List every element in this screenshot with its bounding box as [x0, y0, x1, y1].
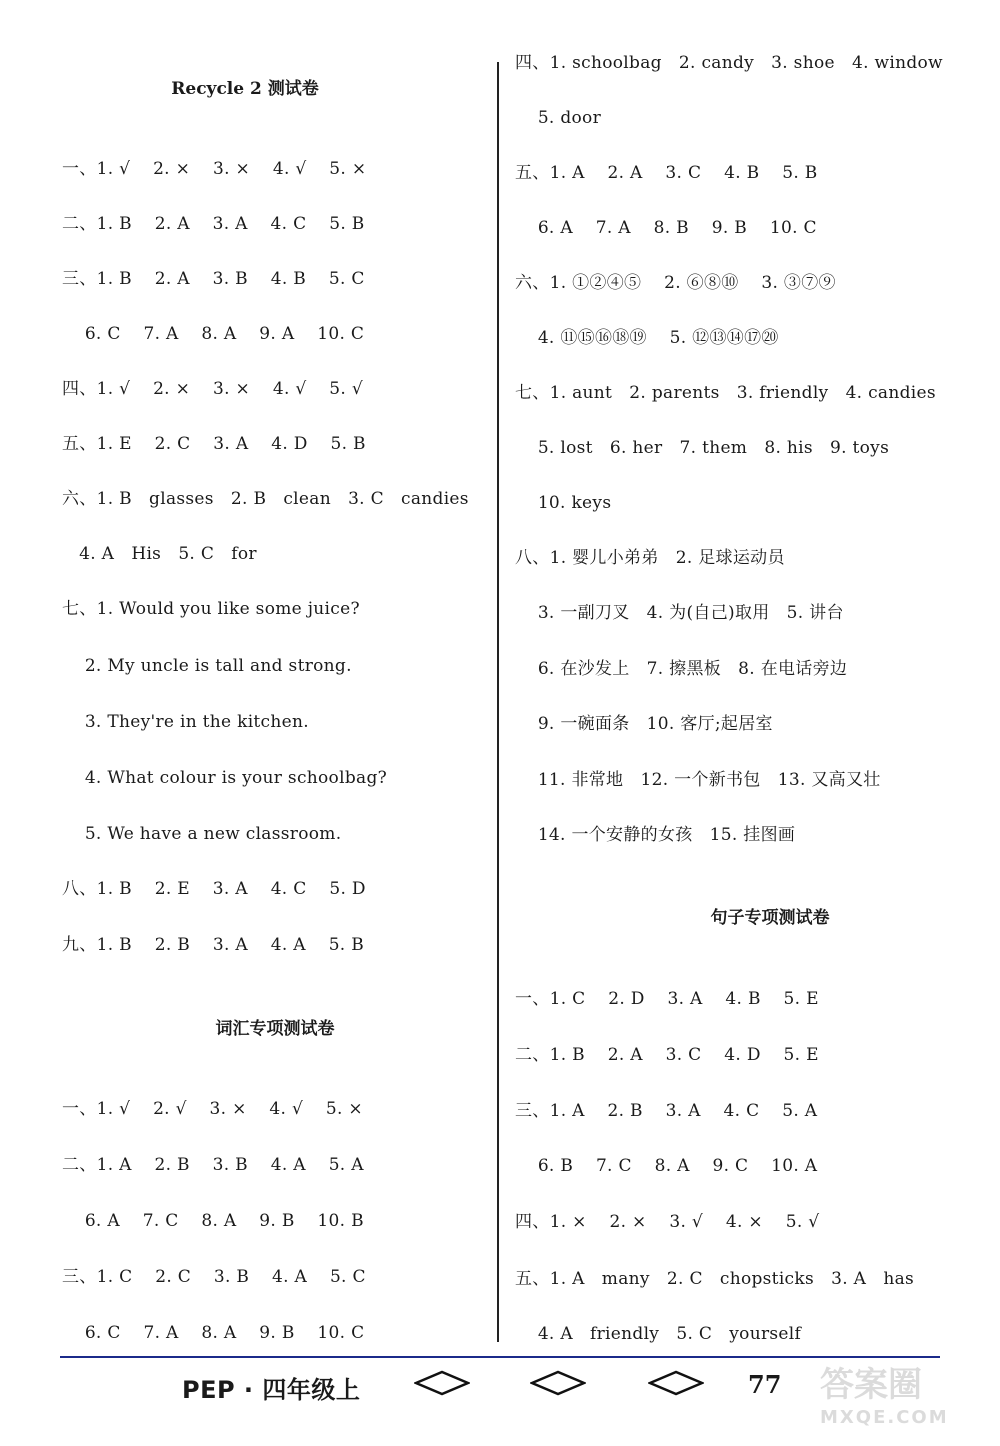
answer-line: 四、1. √ 2. × 3. × 4. √ 5. √ [62, 379, 363, 399]
answer-line: 3. 一副刀叉 4. 为(自己)取用 5. 讲台 [515, 603, 844, 623]
answer-line: 一、1. √ 2. × 3. × 4. √ 5. × [62, 159, 367, 179]
answer-line: 六、1. ①②④⑤ 2. ⑥⑧⑩ 3. ③⑦⑨ [515, 273, 836, 293]
answer-line: 二、1. B 2. A 3. A 4. C 5. B [62, 214, 365, 234]
watermark-top: 答案圈 [820, 1365, 922, 1405]
section-title-recycle2: Recycle 2 测试卷 [171, 79, 319, 99]
answer-line: 一、1. C 2. D 3. A 4. B 5. E [515, 989, 819, 1009]
answer-line: 七、1. aunt 2. parents 3. friendly 4. candies [515, 383, 936, 403]
answer-line: 五、1. A 2. A 3. C 4. B 5. B [515, 163, 818, 183]
answer-line: 5. We have a new classroom. [62, 824, 342, 844]
answer-line: 10. keys [515, 493, 612, 513]
answer-line: 4. What colour is your schoolbag? [62, 768, 388, 788]
answer-line: 5. lost 6. her 7. them 8. his 9. toys [515, 438, 890, 458]
watermark-logo [820, 1355, 970, 1435]
column-divider [497, 62, 499, 1342]
answer-line: 一、1. √ 2. √ 3. × 4. √ 5. × [62, 1099, 363, 1119]
section-title-vocabulary: 词汇专项测试卷 [215, 1019, 335, 1039]
answer-line: 9. 一碗面条 10. 客厅;起居室 [515, 714, 773, 734]
answer-line: 九、1. B 2. B 3. A 4. A 5. B [62, 935, 365, 955]
answer-line: 四、1. schoolbag 2. candy 3. shoe 4. window [515, 53, 943, 73]
page-number: 77 [748, 1370, 782, 1399]
answer-line: 六、1. B glasses 2. B clean 3. C candies [62, 489, 469, 509]
answer-line: 三、1. C 2. C 3. B 4. A 5. C [62, 1267, 366, 1287]
answer-line: 14. 一个安静的女孩 15. 挂图画 [515, 825, 796, 845]
answer-line: 5. door [515, 108, 602, 128]
answer-line: 五、1. E 2. C 3. A 4. D 5. B [62, 434, 366, 454]
diamond-icon [530, 1370, 586, 1396]
answer-line: 七、1. Would you like some juice? [62, 599, 360, 619]
answer-line: 6. B 7. C 8. A 9. C 10. A [515, 1156, 818, 1176]
footer-book-label: PEP · 四年级上 [182, 1376, 361, 1404]
answer-line: 11. 非常地 12. 一个新书包 13. 又高又壮 [515, 770, 881, 790]
answer-line: 3. They're in the kitchen. [62, 712, 309, 732]
answer-line: 二、1. A 2. B 3. B 4. A 5. A [62, 1155, 364, 1175]
answer-line: 2. My uncle is tall and strong. [62, 656, 352, 676]
answer-line: 6. C 7. A 8. A 9. A 10. C [62, 324, 365, 344]
answer-line: 二、1. B 2. A 3. C 4. D 5. E [515, 1045, 819, 1065]
answer-line: 四、1. × 2. × 3. √ 4. × 5. √ [515, 1212, 820, 1232]
diamond-icon [414, 1370, 470, 1396]
answer-line: 三、1. B 2. A 3. B 4. B 5. C [62, 269, 365, 289]
answer-line: 4. ⑪⑮⑯⑱⑲ 5. ⑫⑬⑭⑰⑳ [515, 328, 779, 348]
answer-line: 4. A friendly 5. C yourself [515, 1324, 802, 1344]
answer-line: 6. C 7. A 8. A 9. B 10. C [62, 1323, 365, 1343]
footer-rule [60, 1356, 940, 1358]
answer-line: 八、1. B 2. E 3. A 4. C 5. D [62, 879, 366, 899]
answer-line: 6. 在沙发上 7. 擦黑板 8. 在电话旁边 [515, 659, 848, 679]
watermark-bottom: MXQE.COM [820, 1407, 949, 1428]
answer-line: 6. A 7. C 8. A 9. B 10. B [62, 1211, 364, 1231]
answer-line: 五、1. A many 2. C chopsticks 3. A has [515, 1269, 915, 1289]
answer-line: 6. A 7. A 8. B 9. B 10. C [515, 218, 817, 238]
section-title-sentences: 句子专项测试卷 [710, 908, 830, 928]
answer-line: 三、1. A 2. B 3. A 4. C 5. A [515, 1101, 818, 1121]
diamond-icon [648, 1370, 704, 1396]
answer-line: 4. A His 5. C for [62, 544, 257, 564]
answer-line: 八、1. 婴儿小弟弟 2. 足球运动员 [515, 548, 785, 568]
